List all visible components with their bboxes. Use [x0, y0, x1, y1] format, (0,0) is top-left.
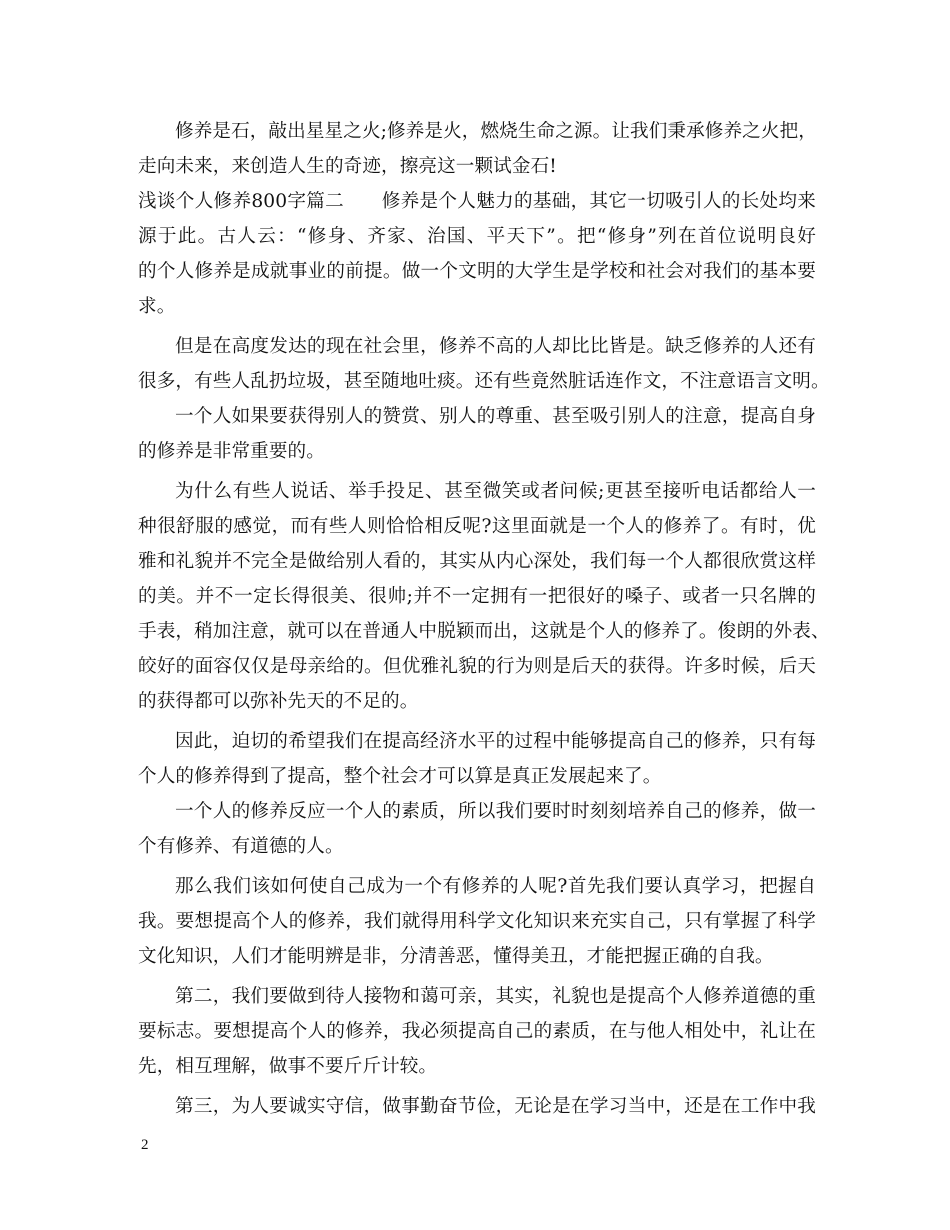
section-heading-line: 浅谈个人修养800字篇二 修养是个人魅力的基础，其它一切吸引人的长处均来	[138, 191, 816, 212]
text-line: 那么我们该如何使自己成为一个有修养的人呢?首先我们要认真学习，把握自	[175, 876, 816, 897]
text-line: 因此，迫切的希望我们在提高经济水平的过程中能够提高自己的修养，只有每	[175, 731, 816, 752]
text-line: 为什么有些人说话、举手投足、甚至微笑或者问候;更甚至接听电话都给人一	[175, 481, 816, 502]
article-body	[138, 114, 830, 1124]
text-line: 求。	[138, 296, 176, 317]
text-line: 我。要想提高个人的修养，我们就得用科学文化知识来充实自己，只有掌握了科学	[138, 911, 816, 932]
text-line: 先，相互理解，做事不要斤斤计较。	[138, 1056, 438, 1077]
text-line: 第三，为人要诚实守信，做事勤奋节俭，无论是在学习当中，还是在工作中我	[175, 1096, 816, 1117]
text-line: 的个人修养是成就事业的前提。做一个文明的大学生是学校和社会对我们的基本要	[138, 261, 816, 282]
text-line: 个有修养、有道德的人。	[138, 836, 344, 857]
text-line: 个人的修养得到了提高，整个社会才可以算是真正发展起来了。	[138, 766, 662, 787]
text-line: 一个人的修养反应一个人的素质，所以我们要时时刻刻培养自己的修养，做一	[175, 801, 816, 822]
text-line: 手表，稍加注意，就可以在普通人中脱颖而出，这就是个人的修养了。俊朗的外表、	[138, 621, 830, 642]
text-line: 的修养是非常重要的。	[138, 441, 325, 462]
text-line: 的获得都可以弥补先天的不足的。	[138, 691, 419, 712]
text-line: 皎好的面容仅仅是母亲给的。但优雅礼貌的行为则是后天的获得。许多时候，后天	[138, 656, 816, 677]
text-line: 走向未来，来创造人生的奇迹，擦亮这一颗试金石!	[138, 156, 557, 177]
text-line: 第二，我们要做到待人接物和蔼可亲，其实，礼貌也是提高个人修养道德的重	[175, 986, 816, 1007]
text-line: 的美。并不一定长得很美、很帅;并不一定拥有一把很好的嗓子、或者一只名牌的	[138, 586, 816, 607]
text-line: 修养是石，敲出星星之火;修养是火，燃烧生命之源。让我们秉承修养之火把，	[175, 121, 817, 142]
text-line: 一个人如果要获得别人的赞赏、别人的尊重、甚至吸引别人的注意，提高自身	[175, 406, 816, 427]
page-number: 2	[141, 1137, 149, 1153]
text-line: 源于此。古人云：“修身、齐家、治国、平天下”。把“修身”列在首位说明良好	[138, 226, 816, 247]
text-line: 雅和礼貌并不完全是做给别人看的，其实从内心深处，我们每一个人都很欣赏这样	[138, 551, 816, 572]
text-line: 种很舒服的感觉，而有些人则恰恰相反呢?这里面就是一个人的修养了。有时，优	[138, 516, 816, 537]
text-line: 要标志。要想提高个人的修养，我必须提高自己的素质，在与他人相处中，礼让在	[138, 1021, 816, 1042]
text-line: 很多，有些人乱扔垃圾，甚至随地吐痰。还有些竟然脏话连作文，不注意语言文明。	[138, 371, 830, 392]
text-line: 但是在高度发达的现在社会里，修养不高的人却比比皆是。缺乏修养的人还有	[175, 336, 816, 357]
text-line: 文化知识，人们才能明辨是非，分清善恶，懂得美丑，才能把握正确的自我。	[138, 946, 774, 967]
